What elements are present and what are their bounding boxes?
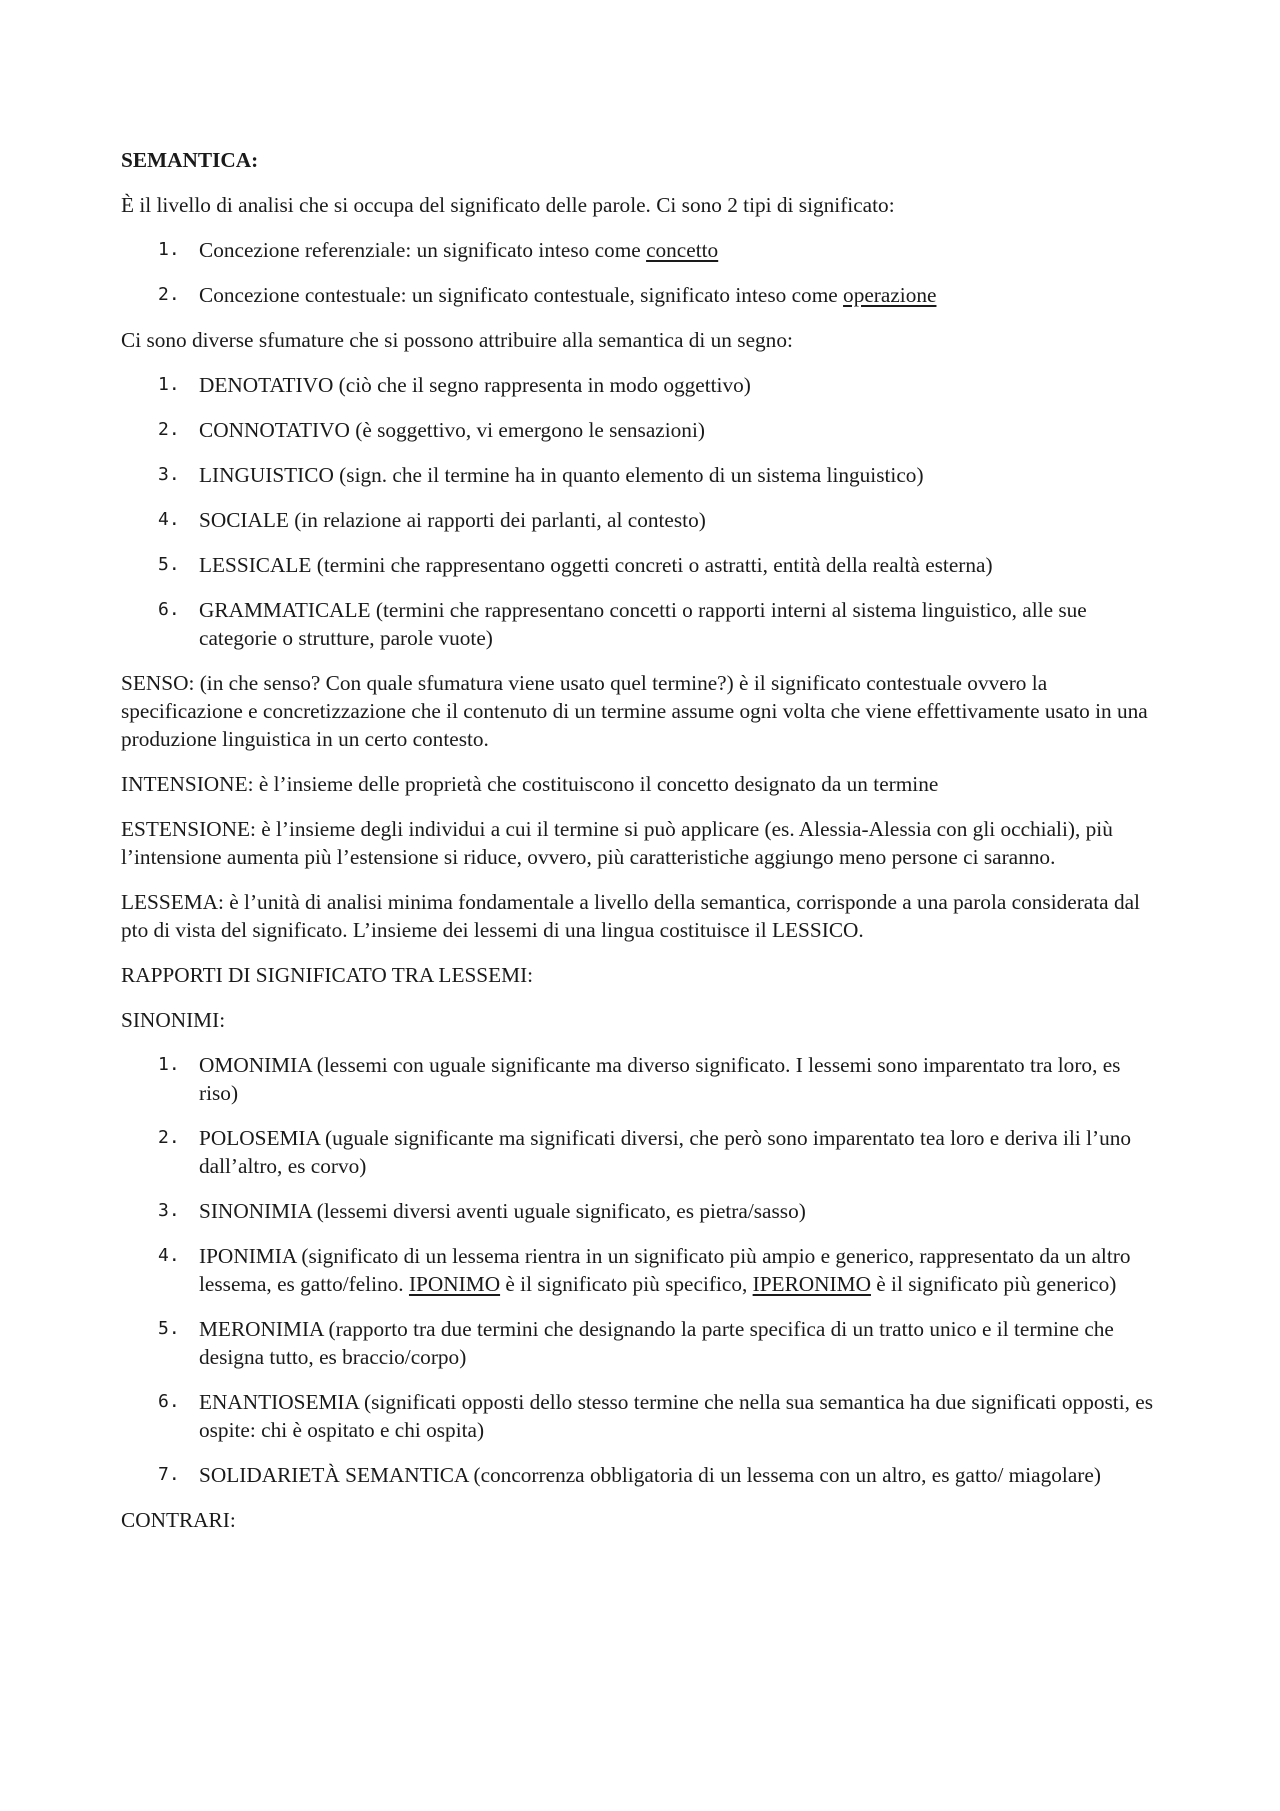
list-number: 1. (158, 1054, 180, 1075)
underlined-term: concetto (646, 238, 719, 262)
contrari-heading: CONTRARI: (121, 1508, 236, 1532)
list-item (121, 461, 1160, 489)
list-item (121, 551, 1160, 579)
list-item (121, 596, 1160, 652)
nuances-intro: Ci sono diverse sfumature che si possono attribuire alla semantica di un segno: (121, 328, 793, 352)
underlined-term: IPONIMO (408, 1272, 501, 1296)
list-item (121, 1461, 1160, 1489)
list-number: 2. (158, 284, 180, 305)
intensione-paragraph: INTENSIONE: è l’insieme delle proprietà che costituiscono il concetto designato da un termine (121, 772, 939, 796)
list-item-text: DENOTATIVO (ciò che il segno rappresenta in modo oggettivo) (199, 373, 751, 397)
list-item-text: LINGUISTICO (sign. che il termine ha in quanto elemento di un sistema linguistico) (199, 463, 924, 487)
nuances-list (121, 371, 1160, 652)
estensione-paragraph: ESTENSIONE: è l’insieme degli individui a cui il termine si può applicare (es. Alessia-Alessia con gli occhiali), più l’intensione aumenta più l’estensione si riduce, ovvero, più caratteristiche aggiungo meno persone ci saranno. (121, 817, 1113, 869)
list-number: 1. (158, 239, 180, 260)
list-number: 7. (158, 1464, 180, 1485)
list-item-text: IPONIMIA (significato di un lessema rientra in un significato più ampio e generico, rappresentato da un altro lessema, es gatto/felino. (199, 1244, 1131, 1296)
list-number: 3. (158, 1200, 180, 1221)
list-item-text: MERONIMIA (rapporto tra due termini che designando la parte specifica di un tratto unico e il termine che designa tutto, es braccio/corpo) (199, 1317, 1114, 1369)
list-item-text: CONNOTATIVO (è soggettivo, vi emergono le sensazioni) (199, 418, 705, 442)
list-item (121, 1051, 1160, 1107)
list-number: 6. (158, 1391, 180, 1412)
list-item (121, 236, 1160, 264)
list-item-text: POLOSEMIA (uguale significante ma significati diversi, che però sono imparentato tea loro e deriva ili l’uno dall’altro, es corvo) (199, 1126, 1132, 1178)
list-item (121, 1315, 1160, 1371)
list-item-text: è il significato più generico) (870, 1272, 1117, 1296)
sinonimi-list (121, 1051, 1160, 1489)
list-item (121, 281, 1160, 309)
list-number: 3. (158, 464, 180, 485)
list-number: 2. (158, 1127, 180, 1148)
rapporti-heading: RAPPORTI DI SIGNIFICATO TRA LESSEMI: (121, 963, 534, 987)
list-item-text: Concezione contestuale: un significato contestuale, significato inteso come (199, 283, 844, 307)
list-item (121, 1124, 1160, 1180)
list-number: 6. (158, 599, 180, 620)
list-item (121, 1388, 1160, 1444)
lessema-paragraph: LESSEMA: è l’unità di analisi minima fondamentale a livello della semantica, corrisponde a una parola considerata dal pto di vista del significato. L’insieme dei lessemi di una lingua costituisce il LESSICO. (121, 890, 1140, 942)
list-item-text: LESSICALE (termini che rappresentano oggetti concreti o astratti, entità della realtà esterna) (199, 553, 993, 577)
list-item (121, 1197, 1160, 1225)
meaning-types-list (121, 236, 1160, 309)
underlined-term: operazione (843, 283, 937, 307)
list-number: 1. (158, 374, 180, 395)
list-item-text: SOLIDARIETÀ SEMANTICA (concorrenza obbligatoria di un lessema con un altro, es gatto/ miagolare) (199, 1463, 1101, 1487)
list-item (121, 1242, 1160, 1298)
list-item-text: OMONIMIA (lessemi con uguale significante ma diverso significato. I lessemi sono imparentato tra loro, es riso) (199, 1053, 1121, 1105)
list-item-text: ENANTIOSEMIA (significati opposti dello stesso termine che nella sua semantica ha due significati opposti, es ospite: chi è ospitato e chi ospita) (199, 1390, 1154, 1442)
list-item-text: SINONIMIA (lessemi diversi aventi uguale significato, es pietra/sasso) (199, 1199, 806, 1223)
underlined-term: IPERONIMO (752, 1272, 871, 1296)
list-item-text: Concezione referenziale: un significato inteso come (199, 238, 647, 262)
list-item-text: GRAMMATICALE (termini che rappresentano concetti o rapporti interni al sistema linguistico, alle sue categorie o strutture, parole vuote) (199, 598, 1087, 650)
list-number: 5. (158, 1318, 180, 1339)
list-item (121, 371, 1160, 399)
sinonimi-heading: SINONIMI: (121, 1008, 226, 1032)
list-item-text: SOCIALE (in relazione ai rapporti dei parlanti, al contesto) (199, 508, 706, 532)
list-number: 4. (158, 1245, 180, 1266)
list-number: 4. (158, 509, 180, 530)
intro-paragraph: È il livello di analisi che si occupa del significato delle parole. Ci sono 2 tipi di significato: (121, 193, 895, 217)
list-number: 2. (158, 419, 180, 440)
page-title: SEMANTICA: (121, 148, 259, 172)
senso-paragraph: SENSO: (in che senso? Con quale sfumatura viene usato quel termine?) è il significato contestuale ovvero la specificazione e concretizzazione che il contenuto di un termine assume ogni volta che viene effettivamente usato in una produzione linguistica in un certo contesto. (121, 671, 1148, 751)
list-item (121, 506, 1160, 534)
list-number: 5. (158, 554, 180, 575)
list-item-text: è il significato più specifico, (500, 1272, 753, 1296)
list-item (121, 416, 1160, 444)
